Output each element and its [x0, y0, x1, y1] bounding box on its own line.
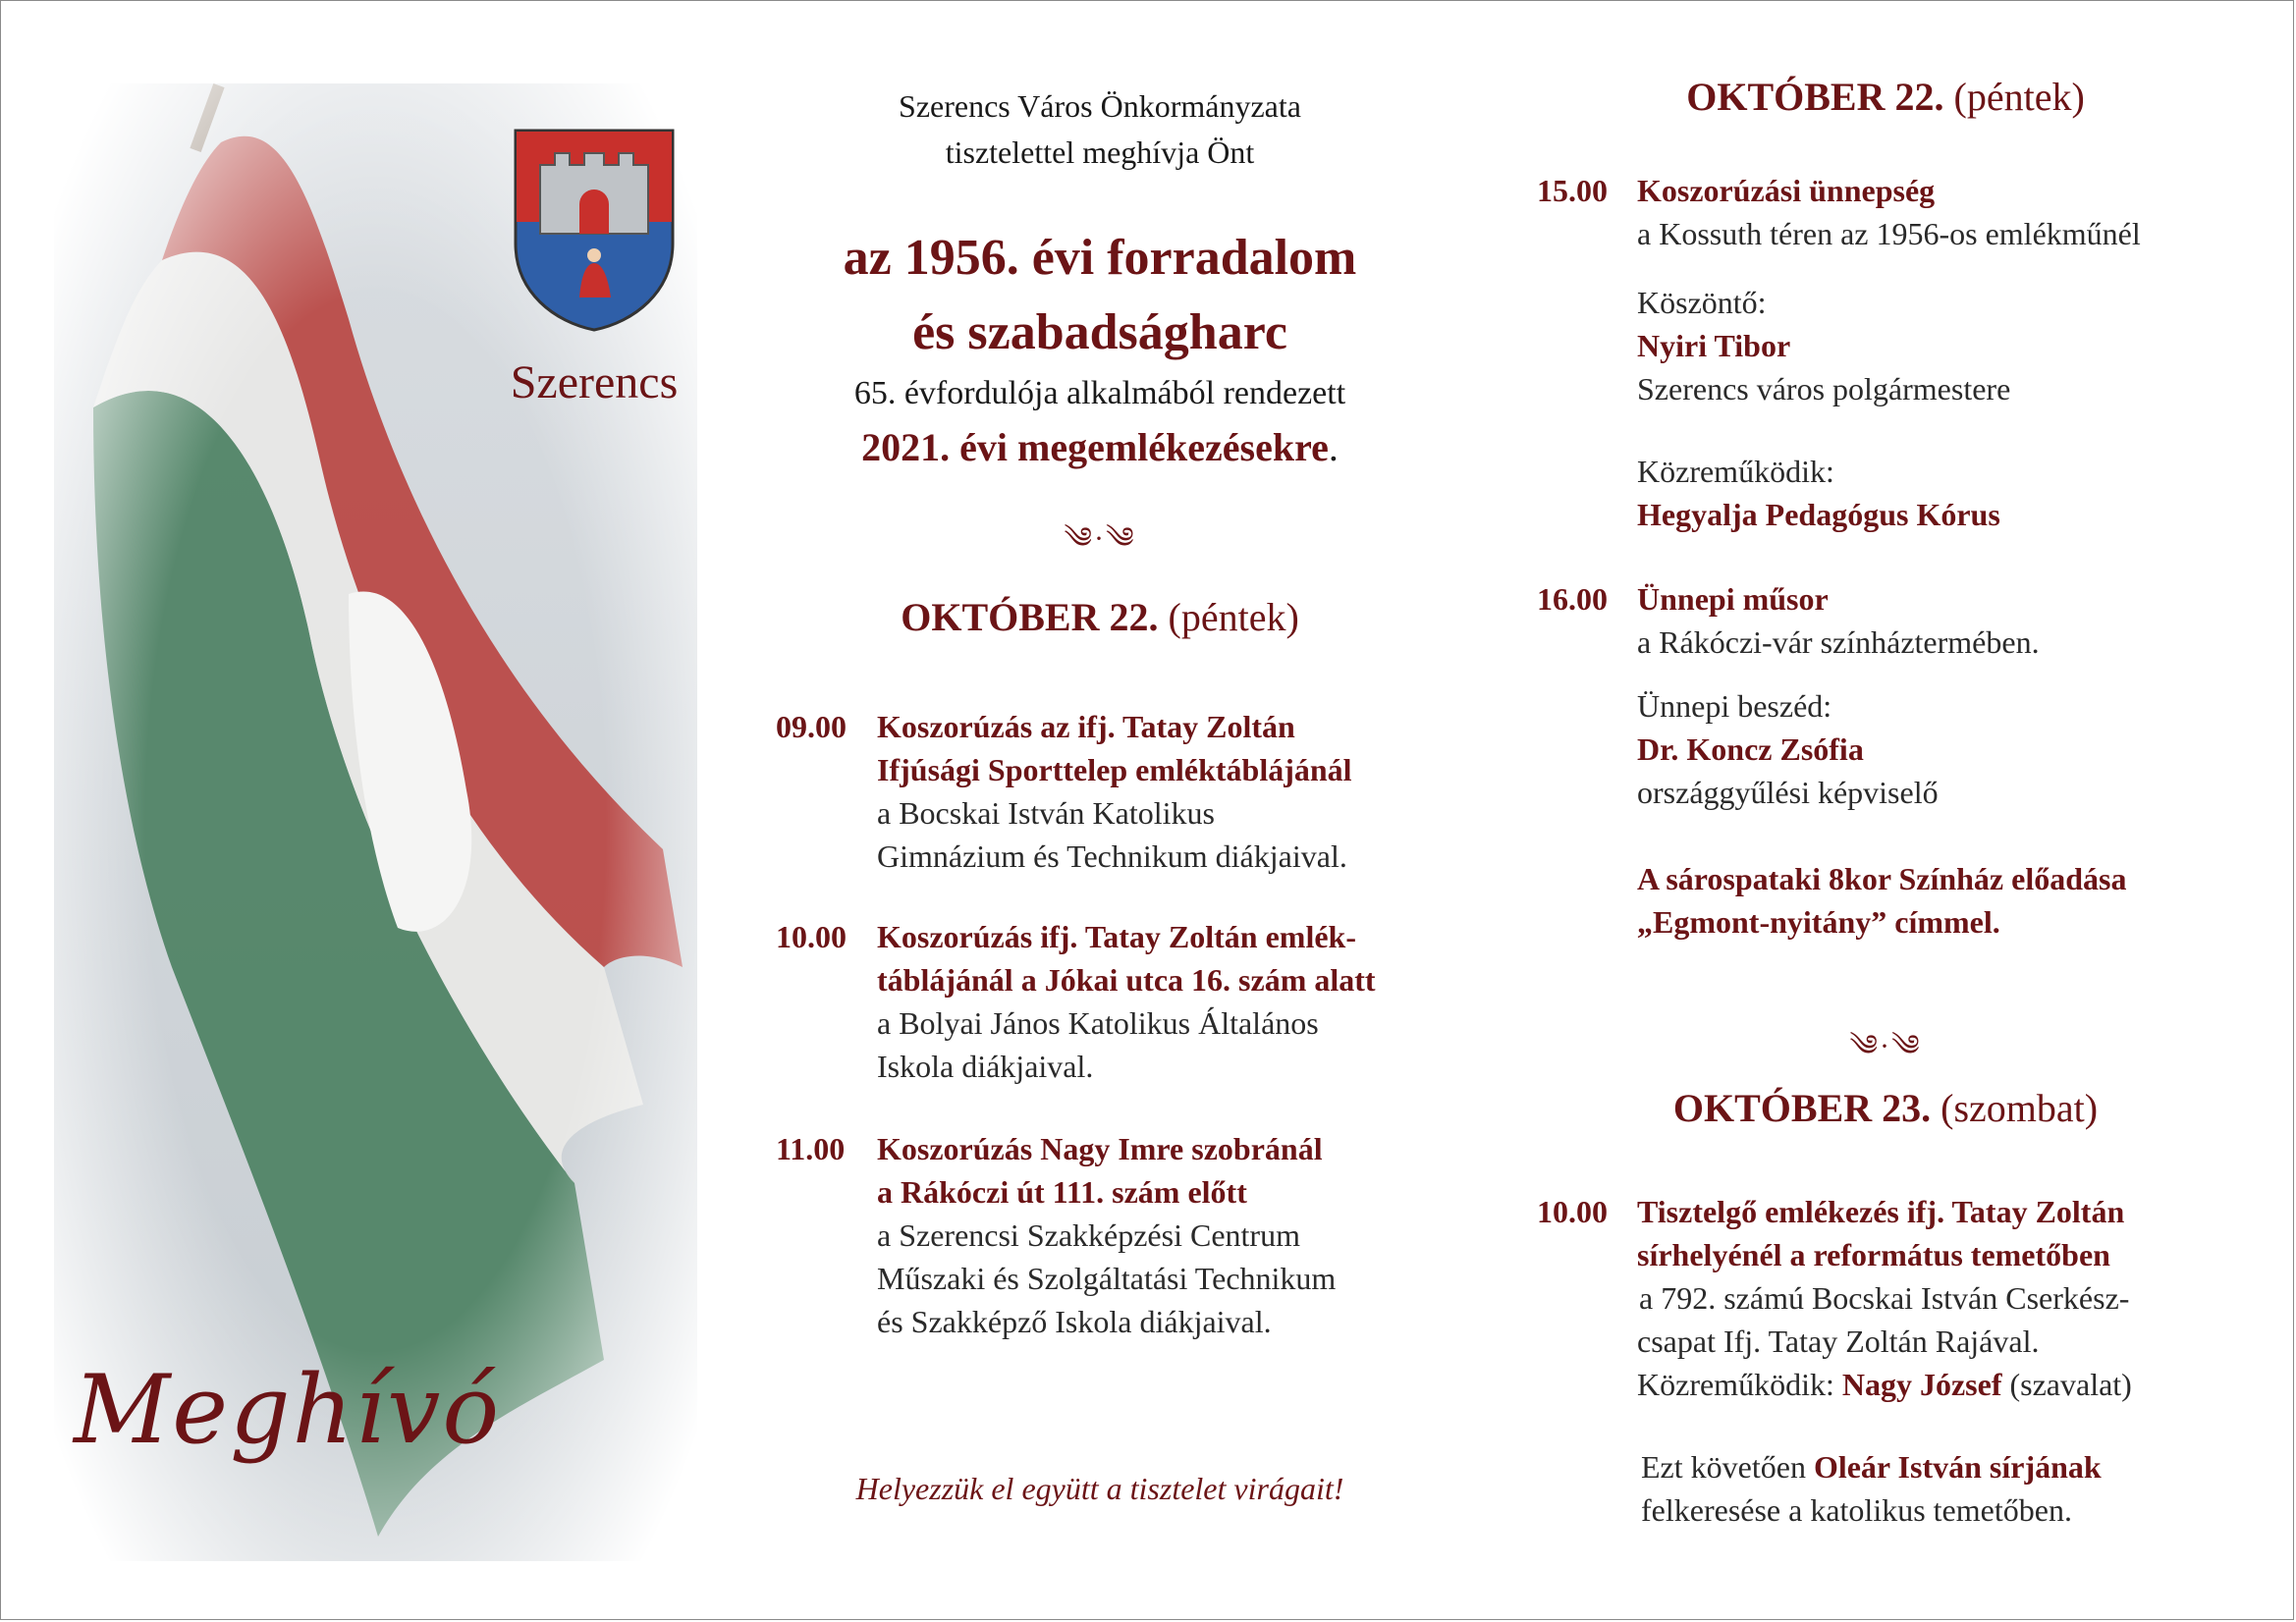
intro-line-2: tisztelettel meghívja Önt	[945, 135, 1255, 170]
greeting-block	[1637, 281, 2010, 410]
event-title: Tisztelgő emlékezés ifj. Tatay Zoltán	[1637, 1194, 2125, 1229]
event-subtitle: csapat Ifj. Tatay Zoltán Rajával.	[1637, 1324, 2040, 1359]
perform-name: Hegyalja Pedagógus Kórus	[1637, 497, 2000, 532]
invitation-title: Meghívó	[74, 1355, 502, 1465]
event-time: 16.00	[1537, 581, 1608, 617]
day1-heading-day: (péntek)	[1168, 595, 1299, 639]
event-title: Koszorúzás ifj. Tatay Zoltán emlék-	[877, 919, 1356, 954]
speech-block	[1637, 684, 1939, 814]
theatre-line-2: „Egmont-nyitány” címmel.	[1637, 904, 2000, 940]
greeting-role: Szerencs város polgármestere	[1637, 371, 2011, 406]
after-pre: Ezt követően	[1641, 1449, 1806, 1485]
speech-role: országgyűlési képviselő	[1637, 775, 1939, 810]
theatre-line-1: A sárospataki 8kor Színház előadása	[1637, 861, 2127, 896]
greeting-label: Köszöntő:	[1637, 285, 1767, 320]
perform-name: Nagy József	[1841, 1367, 2002, 1402]
event-subtitle-perform	[1637, 1363, 2132, 1406]
ornament-divider-2: ༄·༄	[1849, 1030, 1922, 1062]
event-time: 09.00	[776, 709, 847, 744]
day1-right-heading	[1532, 74, 2239, 120]
event-time: 15.00	[1537, 173, 1608, 208]
greeting-name: Nyiri Tibor	[1637, 328, 1791, 363]
day2-heading-day: (szombat)	[1941, 1086, 2099, 1130]
intro-line-4-text: 2021. évi megemlékezésekre	[861, 425, 1329, 469]
intro-title-2: és szabadságharc	[912, 304, 1287, 360]
perform-label: Közreműködik:	[1637, 454, 1834, 489]
after-name: Oleár István sírjának	[1813, 1449, 2102, 1485]
day1-right-heading-date: OKTÓBER 22.	[1686, 75, 1944, 119]
intro-title-1: az 1956. évi forradalom	[843, 230, 1357, 286]
intro-line-4	[746, 424, 1453, 470]
intro-line-4-end: .	[1328, 425, 1339, 469]
event-subtitle: a Szerencsi Szakképzési Centrum	[877, 1217, 1300, 1253]
intro-line-1: Szerencs Város Önkormányzata	[899, 88, 1301, 124]
event-subtitle: a Bolyai János Katolikus Általános	[877, 1005, 1319, 1041]
event-subtitle: a Kossuth téren az 1956-os emlékműnél	[1637, 216, 2141, 251]
theatre-block	[1637, 857, 2126, 944]
event-subtitle: Műszaki és Szolgáltatási Technikum	[877, 1261, 1337, 1296]
town-name: Szerencs	[510, 356, 679, 408]
event-subtitle: Iskola diákjaival.	[877, 1049, 1094, 1084]
event-subtitle: és Szakképző Iskola diákjaival.	[877, 1304, 1272, 1339]
event-subtitle: a Bocskai István Katolikus	[877, 795, 1215, 831]
ornament-divider: ༄·༄	[1064, 522, 1136, 555]
day1-heading-date: OKTÓBER 22.	[901, 595, 1159, 639]
day1-right-heading-day: (péntek)	[1953, 75, 2085, 119]
event-time: 11.00	[776, 1131, 846, 1166]
day2-heading-date: OKTÓBER 23.	[1672, 1086, 1932, 1130]
event-title: táblájánál a Jókai utca 16. szám alatt	[877, 962, 1376, 998]
event-title: Koszorúzás Nagy Imre szobránál	[877, 1131, 1323, 1166]
perform-note: (szavalat)	[2009, 1367, 2132, 1402]
event-time: 10.00	[776, 919, 847, 954]
after-block	[1641, 1445, 2102, 1532]
intro-line-3: 65. évfordulója alkalmából rendezett	[853, 375, 1346, 411]
event-title: Ifjúsági Sporttelep emléktáblájánál	[877, 752, 1352, 787]
day2-heading	[1532, 1085, 2239, 1131]
event-title: sírhelyénél a református temetőben	[1637, 1237, 2110, 1272]
event-title: a Rákóczi út 111. szám előtt	[877, 1174, 1247, 1210]
speech-label: Ünnepi beszéd:	[1637, 688, 1832, 724]
szerencs-coat-of-arms-icon	[511, 126, 678, 332]
perform-label: Közreműködik:	[1637, 1367, 1834, 1402]
motto: Helyezzük el együtt a tisztelet virágait!	[855, 1471, 1344, 1506]
after-line-2: felkeresése a katolikus temetőben.	[1641, 1492, 2072, 1528]
event-title: Koszorúzási ünnepség	[1637, 173, 1936, 208]
perform-block	[1637, 450, 2000, 536]
event-title: Ünnepi műsor	[1637, 581, 1829, 617]
event-subtitle: a Rákóczi-vár színháztermében.	[1637, 624, 2040, 660]
event-subtitle: Gimnázium és Technikum diákjaival.	[877, 838, 1347, 874]
event-time: 10.00	[1537, 1194, 1608, 1229]
event-title: Koszorúzás az ifj. Tatay Zoltán	[877, 709, 1295, 744]
day1-heading	[746, 594, 1453, 640]
event-subtitle: a 792. számú Bocskai István Cserkész-	[1639, 1280, 2130, 1316]
speech-name: Dr. Koncz Zsófia	[1637, 731, 1864, 767]
